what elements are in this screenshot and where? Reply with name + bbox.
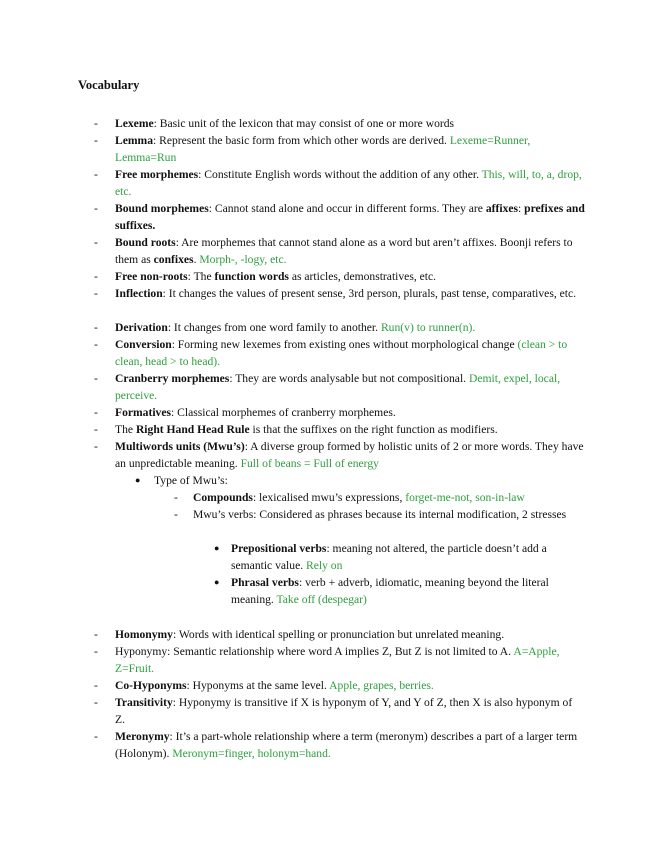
definition: : A diverse group formed by holistic units of 2 or more words. They have an unpredictable meaning. bbox=[115, 440, 584, 470]
dash-marker: - bbox=[94, 628, 98, 641]
list-item-right-hand-head-rule bbox=[115, 421, 585, 438]
example: (clean > to clean, head > to head). bbox=[115, 338, 568, 368]
term: Phrasal verbs bbox=[231, 576, 299, 589]
list-item-conversion bbox=[115, 336, 585, 370]
definition: : They are words analysable but not compositional. bbox=[229, 372, 469, 385]
definition: : Constitute English words without the addition of any other. bbox=[198, 168, 482, 181]
definition: : meaning not altered, the particle doesn’t add a semantic value. bbox=[231, 542, 547, 572]
dash-marker: - bbox=[94, 168, 98, 181]
list-item-prepositional-verbs bbox=[231, 540, 586, 574]
list-item-meronymy bbox=[115, 728, 585, 762]
list-item-inflection bbox=[115, 285, 585, 302]
dash-marker: - bbox=[94, 730, 98, 743]
definition: is that the suffixes on the right function as modifiers. bbox=[249, 423, 498, 436]
example: Lexeme=Runner, Lemma=Run bbox=[115, 134, 531, 164]
list-item-co-hyponyms bbox=[115, 677, 585, 694]
term: Bound roots bbox=[115, 236, 176, 249]
dash-marker: - bbox=[94, 236, 98, 249]
list-item-phrasal-verbs bbox=[231, 574, 571, 608]
term: Derivation bbox=[115, 321, 168, 334]
list-item-multiword-units bbox=[115, 438, 585, 472]
keyword: prefixes and suffixes. bbox=[115, 202, 585, 232]
list-item-bound-morphemes bbox=[115, 200, 585, 234]
example: Meronym=finger, holonym=hand. bbox=[172, 747, 331, 760]
page-title: Vocabulary bbox=[78, 78, 140, 92]
example: Full of beans = Full of energy bbox=[240, 457, 379, 470]
list-item-transitivity bbox=[115, 694, 585, 728]
definition: : The bbox=[187, 270, 215, 283]
list-item-formatives bbox=[115, 404, 585, 421]
bullet-marker: ● bbox=[135, 475, 141, 485]
dash-marker: - bbox=[94, 372, 98, 385]
term: Right Hand Head Rule bbox=[135, 423, 250, 436]
definition: : lexicalised mwu’s expressions, bbox=[252, 491, 406, 504]
keyword: function words bbox=[214, 270, 289, 283]
list-item-homonymy bbox=[115, 626, 585, 643]
term: Free non-roots bbox=[115, 270, 188, 283]
term: Formatives bbox=[115, 406, 172, 419]
dash-marker: - bbox=[174, 491, 178, 504]
definition: : It changes the values of present sense, 3rd person, plurals, past tense, comparatives, etc. bbox=[162, 287, 577, 300]
list-item-lemma bbox=[115, 132, 585, 166]
list-item-lexeme bbox=[115, 115, 585, 132]
list-item-free-non-roots bbox=[115, 268, 585, 285]
example: Morph-, -logy, etc. bbox=[199, 253, 287, 266]
definition-end: as articles, demonstratives, etc. bbox=[288, 270, 437, 283]
definition: : Forming new lexemes from existing ones without morphological change bbox=[171, 338, 518, 351]
dash-marker: - bbox=[94, 440, 98, 453]
definition: : Words with identical spelling or pronunciation but unrelated meaning. bbox=[172, 628, 505, 641]
definition: : verb + adverb, idiomatic, meaning beyond the literal meaning. bbox=[231, 576, 549, 606]
definition: : Represent the basic form from which other words are derived. bbox=[153, 134, 450, 147]
example: Run(v) to runner(n). bbox=[380, 321, 476, 334]
dash-marker: - bbox=[94, 117, 98, 130]
list-item-derivation bbox=[115, 319, 585, 336]
term: Conversion bbox=[115, 338, 172, 351]
definition: : Cannot stand alone and occur in different forms. They are bbox=[208, 202, 486, 215]
dash-marker: - bbox=[94, 321, 98, 334]
definition: : It’s a part-whole relationship where a term (meronym) describes a part of a larger term (Holonym). bbox=[115, 730, 578, 760]
term: Transitivity bbox=[115, 696, 173, 709]
term: Free morphemes bbox=[115, 168, 199, 181]
dash-marker: - bbox=[94, 202, 98, 215]
term: Compounds bbox=[193, 491, 253, 504]
keyword: confixes bbox=[153, 253, 194, 266]
term: Meronymy bbox=[115, 730, 170, 743]
definition: : It changes from one word family to another. bbox=[167, 321, 381, 334]
keyword: affixes bbox=[485, 202, 519, 215]
term: Inflection bbox=[115, 287, 163, 300]
example: This, will, to, a, drop, etc. bbox=[115, 168, 582, 198]
list-item-hyponymy bbox=[115, 643, 585, 677]
term: Cranberry morphemes bbox=[115, 372, 230, 385]
definition: : Hyponymy is transitive if X is hyponym of Y, and Y of Z, then X is also hyponym of Z. bbox=[115, 696, 573, 726]
dash-marker: - bbox=[174, 508, 178, 521]
definition: : Classical morphemes of cranberry morphemes. bbox=[171, 406, 396, 419]
example: Demit, expel, local, perceive. bbox=[115, 372, 561, 402]
list-item-compounds bbox=[193, 489, 588, 506]
list-item-bound-roots bbox=[115, 234, 585, 268]
dash-marker: - bbox=[94, 406, 98, 419]
example: Take off (despegar) bbox=[276, 593, 367, 606]
list-item-type-of-mwus: Type of Mwu’s: bbox=[154, 474, 228, 487]
list-item-mwu-verbs: Mwu’s verbs: Considered as phrases because its internal modification, 2 stresses bbox=[193, 508, 567, 521]
term: Prepositional verbs bbox=[231, 542, 327, 555]
dash-marker: - bbox=[94, 645, 98, 658]
term: Co-Hyponyms bbox=[115, 679, 187, 692]
prefix: The bbox=[115, 423, 136, 436]
list-item-cranberry-morphemes bbox=[115, 370, 585, 404]
example: Apple, grapes, berries. bbox=[329, 679, 434, 692]
term: Lexeme bbox=[115, 117, 154, 130]
bullet-marker: ● bbox=[214, 543, 220, 553]
term: Bound morphemes bbox=[115, 202, 209, 215]
definition: : Basic unit of the lexicon that may consist of one or more words bbox=[153, 117, 455, 130]
separator: . bbox=[193, 253, 200, 266]
dash-marker: - bbox=[94, 423, 98, 436]
example: A=Apple, Z=Fruit. bbox=[115, 645, 560, 675]
dash-marker: - bbox=[94, 696, 98, 709]
dash-marker: - bbox=[94, 134, 98, 147]
dash-marker: - bbox=[94, 270, 98, 283]
definition: Hyponymy: Semantic relationship where word A implies Z, But Z is not limited to A. bbox=[115, 645, 514, 658]
example: Rely on bbox=[306, 559, 343, 572]
dash-marker: - bbox=[94, 338, 98, 351]
term: Multiwords units (Mwu’s) bbox=[115, 440, 245, 453]
example: forget-me-not, son-in-law bbox=[405, 491, 525, 504]
term: Homonymy bbox=[115, 628, 173, 641]
list-item-free-morphemes bbox=[115, 166, 585, 200]
definition: : Hyponyms at the same level. bbox=[186, 679, 330, 692]
bullet-marker: ● bbox=[214, 577, 220, 587]
dash-marker: - bbox=[94, 679, 98, 692]
separator: : bbox=[518, 202, 525, 215]
definition: : Are morphemes that cannot stand alone as a word but aren’t affixes. Boonji refers to them as bbox=[115, 236, 573, 266]
dash-marker: - bbox=[94, 287, 98, 300]
term: Lemma bbox=[115, 134, 153, 147]
